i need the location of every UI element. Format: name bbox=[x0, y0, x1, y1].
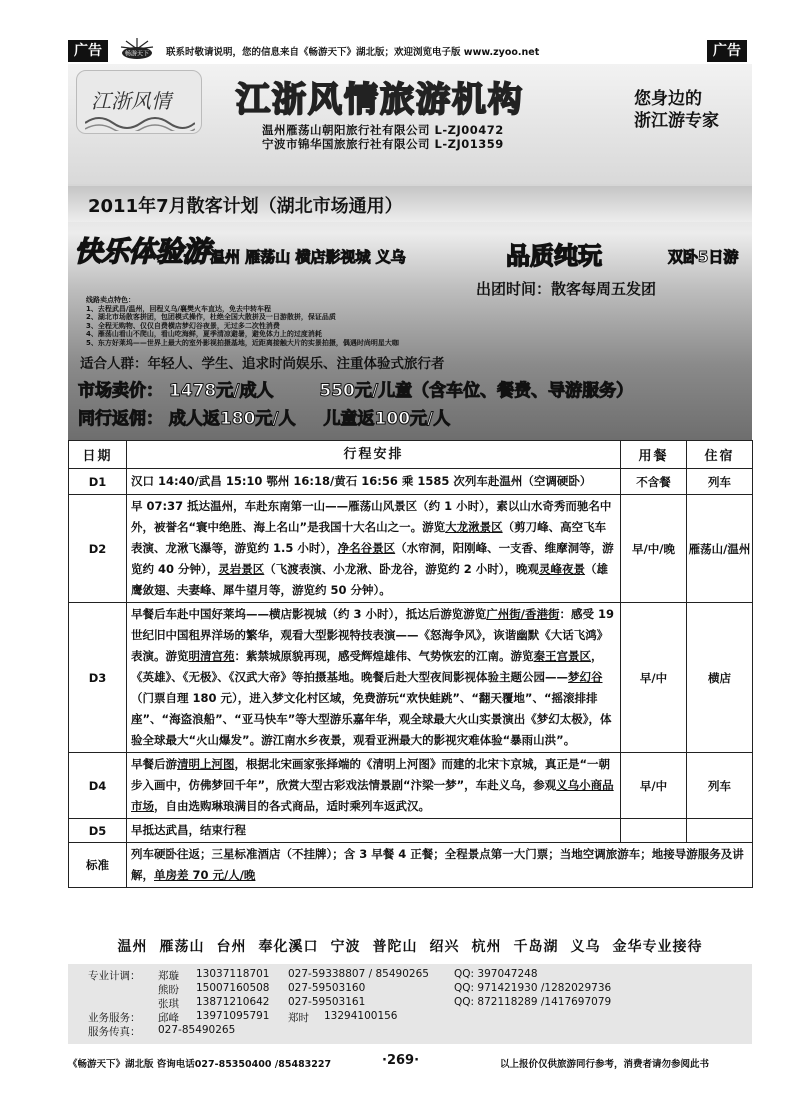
header-date: 日期 bbox=[69, 441, 127, 469]
service-cities bbox=[68, 930, 752, 962]
contact-mobile: 13294100156 bbox=[324, 1010, 398, 1022]
plan-text: ，根据北宋画家张择端的《清明上河图》而建的北宋卞京城，真正是“一朝步入画中，仿佛梦回千年”，欣赏大型古彩戏法情景剧“汴梁一梦”，车赴义乌，参观 bbox=[131, 757, 611, 792]
contact-mobile: 13037118701 bbox=[196, 968, 270, 980]
table-header-row bbox=[69, 441, 753, 469]
day-cell: D4 bbox=[69, 753, 127, 819]
plan-text: 早餐后游 bbox=[131, 757, 177, 771]
standard-label: 标准 bbox=[69, 843, 127, 888]
stay-cell: 列车 bbox=[687, 469, 753, 495]
table-row-d3 bbox=[69, 603, 753, 753]
contact-mobile: 13871210642 bbox=[196, 996, 270, 1008]
header-meal: 用餐 bbox=[621, 441, 687, 469]
plan-text: （飞渡表演、小龙湫、卧龙谷，游览约 2 小时），晚观 bbox=[264, 562, 540, 576]
meal-cell: 不含餐 bbox=[621, 469, 687, 495]
plan-text: （门票自理 180 元），进入梦文化村区域，免费游玩“欢快蛙跳”、“翻天覆地”、“摇滚排排座”、“海盗浪船”、“亚马快车”等 bbox=[131, 691, 598, 726]
contact-phone: 027-59338807 / 85490265 bbox=[288, 968, 429, 980]
meal-cell: 早/中 bbox=[621, 753, 687, 819]
footer-left: 《畅游天下》湖北版 咨询电话027-85350400 /85483227 bbox=[68, 1059, 332, 1070]
table-row-standard bbox=[69, 843, 753, 888]
slogan bbox=[634, 88, 719, 132]
contact-name: 邱峰 bbox=[158, 1012, 179, 1024]
waves-icon bbox=[85, 113, 195, 131]
contact-phone: 027-59503161 bbox=[288, 996, 366, 1008]
table-row-d1 bbox=[69, 469, 753, 495]
rebate-label: 同行返佣： bbox=[78, 409, 163, 429]
contact-name: 郑璇 bbox=[158, 970, 179, 982]
qingming-spot: 清明上河图 bbox=[177, 757, 235, 771]
plan-cell bbox=[127, 495, 621, 603]
plan-text: （水帘洞，阳刚峰、一支香、维摩洞等，游览约 40 分钟）， bbox=[131, 541, 614, 576]
table-row-d2 bbox=[69, 495, 753, 603]
sun-logo-text: 畅游天下 bbox=[124, 50, 150, 58]
quality-label: 品质纯玩 bbox=[506, 242, 602, 270]
ad-tag-left: 广告 bbox=[68, 40, 108, 62]
sun-logo-icon bbox=[118, 37, 156, 61]
ad-tag-right: 广告 bbox=[707, 40, 747, 62]
header-schedule: 行程安排 bbox=[127, 441, 621, 469]
price-label: 市场卖价： bbox=[78, 381, 163, 401]
stay-cell: 横店 bbox=[687, 603, 753, 753]
promo-banner bbox=[68, 64, 752, 440]
jingming-spot: 净名谷景区 bbox=[337, 541, 396, 555]
guangzhou-street-spot: 广州街/香港街 bbox=[486, 607, 560, 621]
plan-text: ，《英雄》、《无极》、《汉武大帝》等拍摄基地。晚餐后赴大型夜间影视体验主题公园—— bbox=[131, 649, 603, 684]
route-features bbox=[86, 296, 606, 348]
plan-title: 2011年7月散客计划（湖北市场通用） bbox=[88, 196, 403, 217]
city-item: 宁波 bbox=[330, 939, 361, 955]
feature-item: 4、雁荡山看山不爬山，看山吃海鲜，夏季清凉避暑，避免体力上的过度消耗 bbox=[86, 330, 322, 339]
rebate-row bbox=[78, 404, 450, 429]
contact-mobile: 13971095791 bbox=[196, 1010, 270, 1022]
contact-qq: QQ: 971421930 /1282029736 bbox=[454, 982, 612, 994]
city-item: 普陀山 bbox=[372, 939, 418, 955]
features-title: 线路卖点特色： bbox=[86, 296, 135, 304]
tour-duration: 双卧5日游 bbox=[668, 248, 739, 266]
page-number: ·269· bbox=[382, 1053, 420, 1068]
plan-text: ，自由选购琳琅满目的各式商品，适时乘列车返武汉。 bbox=[154, 799, 430, 813]
meal-cell: 早/中/晚 bbox=[621, 495, 687, 603]
agency-logo bbox=[76, 70, 202, 134]
city-item: 奉化溪口 bbox=[258, 939, 319, 955]
agency-title: 江浙风情旅游机构 bbox=[236, 80, 524, 120]
departure-time: 出团时间：散客每周五发团 bbox=[476, 280, 657, 298]
target-audience: 适合人群：年轻人、学生、追求时尚娱乐、注重体验式旅行者 bbox=[80, 356, 445, 372]
table-row-d5 bbox=[69, 819, 753, 843]
city-item: 杭州 bbox=[471, 939, 502, 955]
strip-notice: 联系时敬请说明，您的信息来自《畅游天下》湖北版；欢迎浏览电子版 www.zyoo.net bbox=[166, 47, 540, 58]
plan-cell: 早抵达武昌，结束行程 bbox=[127, 819, 621, 843]
stay-cell: 雁荡山/温州 bbox=[687, 495, 753, 603]
price-adult: 1478元/成人 bbox=[168, 381, 274, 401]
carnival-spot: 大型游乐嘉年华 bbox=[306, 712, 388, 726]
meal-cell: 早/中 bbox=[621, 603, 687, 753]
menghuan-valley-spot: 梦幻谷 bbox=[568, 670, 603, 684]
header-stay: 住宿 bbox=[687, 441, 753, 469]
feature-item: 3、全程无购物、仅仅自费横店梦幻谷夜景，无过多二次性消费 bbox=[86, 321, 280, 330]
mingqing-palace-spot: 明清宫苑 bbox=[188, 649, 235, 663]
plan-text: （雄鹰敛翅、夫妻峰、犀牛望月等，游览约 50 分钟）。 bbox=[131, 562, 609, 597]
standard-cell bbox=[127, 843, 753, 888]
plan-bar bbox=[68, 186, 752, 222]
plan-text: （剪刀峰、高空飞车表演、龙湫飞瀑等，游览约 1.5 小时）， bbox=[131, 520, 607, 555]
city-item: 雁荡山 bbox=[159, 939, 205, 955]
consult-label: 专业计调： bbox=[88, 970, 141, 982]
license-1: 温州雁荡山朝阳旅行社有限公司 L-ZJ00472 bbox=[262, 123, 504, 137]
single-room-supplement: 单房差 70 元/人/晚 bbox=[154, 868, 256, 882]
meal-cell bbox=[621, 819, 687, 843]
city-item: 金华专业接待 bbox=[612, 939, 703, 955]
stay-cell: 列车 bbox=[687, 753, 753, 819]
route-cities: 温州 雁荡山 横店影视城 义乌 bbox=[210, 248, 406, 266]
feature-item: 2、湖北市场散客拼团，包团模式操作，杜绝全国大散拼及一日游散拼，保证品质 bbox=[86, 313, 336, 322]
city-item: 温州 bbox=[117, 939, 148, 955]
qinwang-palace-spot: 秦王宫景区 bbox=[533, 649, 591, 663]
footer-right: 以上报价仅供旅游同行参考，消费者请勿参阅此书 bbox=[500, 1059, 710, 1070]
rebate-child: 儿童返100元/人 bbox=[323, 409, 451, 429]
day-cell: D2 bbox=[69, 495, 127, 603]
fax-label: 服务传真： bbox=[88, 1026, 141, 1038]
day-cell: D3 bbox=[69, 603, 127, 753]
contact-name: 熊盼 bbox=[158, 984, 179, 996]
day-cell: D5 bbox=[69, 819, 127, 843]
day-cell: D1 bbox=[69, 469, 127, 495]
fax-number: 027-85490265 bbox=[158, 1024, 236, 1036]
contact-mobile: 15007160508 bbox=[196, 982, 270, 994]
agency-logo-text: 江浙风情 bbox=[91, 89, 171, 113]
slogan-line-2: 浙江游专家 bbox=[634, 111, 719, 131]
lingfeng-spot: 灵峰夜景 bbox=[539, 562, 586, 576]
stay-cell bbox=[687, 819, 753, 843]
city-item: 台州 bbox=[216, 939, 247, 955]
price-child: 550元/儿童（含车位、餐费、导游服务） bbox=[319, 381, 634, 401]
contact-box bbox=[68, 964, 752, 1044]
plan-text: 早餐后车赴中国好莱坞——横店影视城（约 3 小时），抵达后游览游览 bbox=[131, 607, 487, 621]
contact-name: 郑时 bbox=[288, 1012, 309, 1024]
plan-text: ：感受 19 世纪旧中国租界洋场的繁华，观看大型影视特技表演——《怒海争风》，诙谐幽默《大话飞鸿》表演。游览 bbox=[131, 607, 614, 663]
business-label: 业务服务： bbox=[88, 1012, 141, 1024]
plan-cell bbox=[127, 753, 621, 819]
happy-tour-title: 快乐体验游 bbox=[74, 235, 210, 268]
yiwu-market-spot: 义乌小商品市场 bbox=[131, 778, 614, 813]
city-item: 绍兴 bbox=[429, 939, 460, 955]
contact-qq: QQ: 397047248 bbox=[454, 968, 538, 980]
header-zone bbox=[68, 64, 752, 184]
contact-phone: 027-59503160 bbox=[288, 982, 366, 994]
feature-item: 5、东方好莱坞——世界上最大的室外影视拍摄基地，近距离接触大片的实景拍摄，偶遇时尚明星大咖 bbox=[86, 338, 399, 347]
market-price-row bbox=[78, 376, 633, 401]
lingyan-spot: 灵岩景区 bbox=[218, 562, 265, 576]
license-2: 宁波市锦华国旅旅行社有限公司 L-ZJ01359 bbox=[262, 137, 504, 151]
feature-item: 1、去程武昌/温州，回程义乌/襄樊火车直达，免去中转车程 bbox=[86, 304, 271, 313]
plan-text: ，观全球最大火山实景演出《梦幻太极》，体验全球最大“火山爆发”。游江南水乡夜景，观看亚洲最大的影视灾难体验“暴雨山洪”。 bbox=[131, 712, 612, 747]
table-row-d4 bbox=[69, 753, 753, 819]
slogan-line-1: 您身边的 bbox=[634, 89, 702, 109]
plan-cell: 汉口 14:40/武昌 15:10 鄂州 16:18/黄石 16:56 乘 1585 次列车赴温州（空调硬卧） bbox=[127, 469, 621, 495]
plan-text: 早 07:37 抵达温州，车赴东南第一山——雁荡山风景区（约 1 小时），素以山水奇秀而驰名中外，被誉名“寰中绝胜、海上名山”是我国十大名山之一。游览 bbox=[131, 499, 612, 534]
plan-cell bbox=[127, 603, 621, 753]
city-item: 千岛湖 bbox=[513, 939, 559, 955]
standard-text: 列车硬卧往返；三星标准酒店（不挂牌）；含 3 早餐 4 正餐；全程景点第一大门票；当地空调旅游车；地接导游服务及讲解， bbox=[131, 847, 744, 882]
itinerary-table bbox=[68, 440, 753, 888]
city-item: 义乌 bbox=[570, 939, 601, 955]
contact-name: 张琪 bbox=[158, 998, 179, 1010]
contact-qq: QQ: 872118289 /1417697079 bbox=[454, 996, 612, 1008]
dalongqiu-spot: 大龙湫景区 bbox=[445, 520, 503, 534]
plan-text: ：紫禁城原貌再现，感受辉煌雄伟、气势恢宏的江南。游览 bbox=[234, 649, 534, 663]
rebate-adult: 成人返180元/人 bbox=[168, 409, 296, 429]
